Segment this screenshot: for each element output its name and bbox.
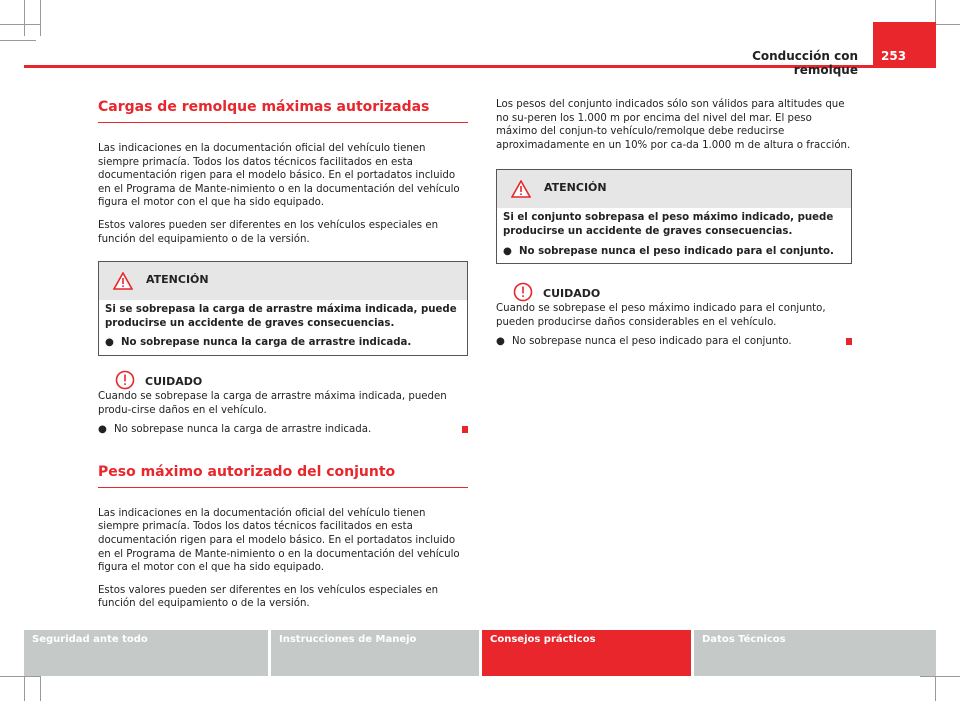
caution-text: Cuando se sobrepase la carga de arrastre máxima indicada, pueden produ-cirse daños en el vehículo. bbox=[98, 390, 447, 416]
section-heading: Cargas de remolque máximas autorizadas bbox=[98, 98, 468, 123]
caution-title: CUIDADO bbox=[543, 287, 601, 301]
page-section-title: Conducción con remolque bbox=[752, 49, 858, 77]
crop-mark bbox=[40, 0, 41, 36]
list-item bbox=[98, 423, 468, 437]
right-column bbox=[496, 98, 852, 349]
warning-box bbox=[496, 169, 852, 264]
tab-consejos[interactable]: Consejos prácticos bbox=[482, 630, 691, 676]
warning-body bbox=[497, 208, 851, 263]
page-number: 253 bbox=[873, 22, 936, 68]
bullet-icon: ● bbox=[503, 245, 512, 257]
left-column bbox=[98, 98, 468, 611]
tab-instrucciones[interactable]: Instrucciones de Manejo bbox=[271, 630, 479, 676]
warning-text: Si el conjunto sobrepasa el peso máximo indicado, puede producirse un accidente de graves consecuencias. bbox=[503, 212, 834, 237]
crop-mark bbox=[24, 0, 25, 36]
warning-body bbox=[99, 300, 467, 355]
warning-box bbox=[98, 261, 468, 356]
list-item bbox=[503, 245, 845, 259]
paragraph: Las indicaciones en la documentación oficial del vehículo tienen siempre primacía. Todos los datos técnicos facilitados en esta documentación rigen para el modelo básico. En el portadatos incluido en el Programa de Mante-nimiento o en la documentación del vehículo figura el motor con el que ha sido equipado. bbox=[98, 143, 460, 209]
tab-seguridad[interactable]: Seguridad ante todo bbox=[24, 630, 268, 676]
tab-datos-tecnicos[interactable]: Datos Técnicos bbox=[694, 630, 936, 676]
list-item bbox=[105, 336, 461, 350]
crop-mark bbox=[0, 24, 40, 25]
caution-exclamation-icon bbox=[513, 282, 533, 302]
caution-block bbox=[98, 374, 468, 437]
crop-mark bbox=[0, 40, 36, 41]
list-item-text: No sobrepase nunca el peso indicado para el conjunto. bbox=[519, 245, 834, 257]
warning-header bbox=[99, 262, 467, 300]
list-item-text: No sobrepase nunca la carga de arrastre indicada. bbox=[121, 337, 412, 349]
crop-mark bbox=[920, 676, 960, 677]
bullet-icon: ● bbox=[105, 337, 114, 349]
end-of-section-icon bbox=[462, 426, 468, 433]
list-item-text: No sobrepase nunca la carga de arrastre indicada. bbox=[114, 424, 372, 436]
crop-mark bbox=[0, 676, 40, 677]
paragraph: Estos valores pueden ser diferentes en los vehículos especiales en función del equipamiento o de la versión. bbox=[98, 584, 439, 610]
section-heading: Peso máximo autorizado del conjunto bbox=[98, 463, 468, 488]
caution-exclamation-icon bbox=[115, 370, 135, 390]
caution-title: CUIDADO bbox=[145, 374, 203, 388]
list-item-text: No sobrepase nunca el peso indicado para el conjunto. bbox=[512, 336, 792, 348]
chapter-tabs bbox=[24, 630, 936, 676]
paragraph: Las indicaciones en la documentación oficial del vehículo tienen siempre primacía. Todos los datos técnicos facilitados en esta documentación rigen para el modelo básico. En el portadatos incluido en el Programa de Mante-nimiento o en la documentación del vehículo figura el motor con el que ha sido equipado. bbox=[98, 507, 460, 574]
bullet-icon: ● bbox=[98, 424, 107, 436]
caution-text: Cuando se sobrepase el peso máximo indicado para el conjunto, pueden producirse daños considerables en el vehículo. bbox=[496, 303, 826, 328]
end-of-section-icon bbox=[846, 338, 852, 345]
paragraph: Estos valores pueden ser diferentes en los vehículos especiales en función del equipamiento o de la versión. bbox=[98, 219, 439, 245]
paragraph: Los pesos del conjunto indicados sólo son válidos para altitudes que no su-peren los 1.000 m por encima del nivel del mar. El peso máximo del conjun-to vehículo/remolque debe reducirse aproximadamente en un 10% por ca-da 1.000 m de altura o fracción. bbox=[496, 99, 851, 151]
warning-triangle-icon bbox=[113, 272, 133, 290]
warning-header bbox=[497, 170, 851, 208]
list-item bbox=[496, 335, 852, 349]
caution-block bbox=[496, 286, 852, 349]
warning-title: ATENCIÓN bbox=[544, 181, 607, 195]
warning-text: Si se sobrepasa la carga de arrastre máxima indicada, puede producirse un accidente de graves consecuencias. bbox=[105, 304, 457, 329]
warning-triangle-icon bbox=[511, 180, 531, 198]
warning-title: ATENCIÓN bbox=[146, 273, 209, 287]
bullet-icon: ● bbox=[496, 336, 505, 348]
